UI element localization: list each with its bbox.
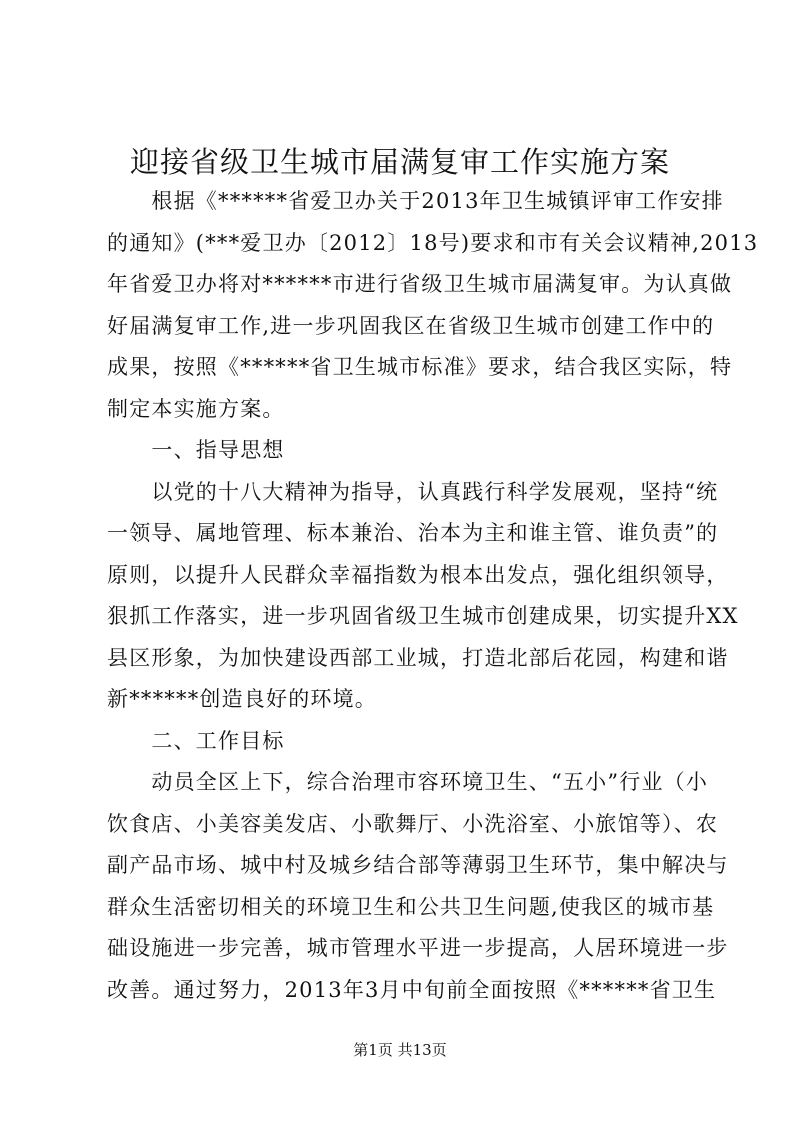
body-line: 年省爱卫办将对******市进行省级卫生城市届满复审。为认真做 xyxy=(107,272,733,296)
body-line: 动员全区上下，综合治理市容环境卫生、“五小”行业（小 xyxy=(107,770,709,794)
body-line: 原则，以提升人民群众幸福指数为根本出发点，强化组织领导， xyxy=(107,562,729,587)
body-line: 以党的十八大精神为指导，认真践行科学发展观，坚持“统 xyxy=(107,479,719,504)
document-title: 迎接省级卫生城市届满复审工作实施方案 xyxy=(129,145,670,179)
body-line: 成果，按照《******省卫生城市标准》要求，结合我区实际，特 xyxy=(107,355,733,379)
page-footer: 第1页 共13页 xyxy=(353,1041,447,1059)
body-line: 根据《******省爱卫办关于2013年卫生城镇评审工作安排 xyxy=(107,189,724,213)
body-line: 县区形象，为加快建设西部工业城，打造北部后花园，构建和谐 xyxy=(107,645,729,670)
body-line: 的通知》(***爱卫办〔2012〕18号)要求和市有关会议精神,2013 xyxy=(107,230,759,255)
body-line: 饮食店、小美容美发店、小歌舞厅、小洗浴室、小旅馆等）、农 xyxy=(107,811,719,836)
section-heading: 一、指导思想 xyxy=(107,438,285,462)
section-heading: 二、工作目标 xyxy=(107,728,285,753)
body-line: 副产品市场、城中村及城乡结合部等薄弱卫生环节，集中解决与 xyxy=(107,853,729,877)
body-line: 改善。通过努力，2013年3月中旬前全面按照《******省卫生 xyxy=(107,977,717,1002)
body-line: 新******创造良好的环境。 xyxy=(107,687,377,711)
body-line: 好届满复审工作,进一步巩固我区在省级卫生城市创建工作中的 xyxy=(107,313,715,338)
body-line: 狠抓工作落实，进一步巩固省级卫生城市创建成果，切实提升XX xyxy=(107,604,739,628)
body-line: 一领导、属地管理、标本兼治、治本为主和谁主管、谁负责”的 xyxy=(107,521,719,545)
body-line: 制定本实施方案。 xyxy=(107,396,285,421)
body-line: 群众生活密切相关的环境卫生和公共卫生问题,使我区的城市基 xyxy=(107,894,715,919)
body-line: 础设施进一步完善，城市管理水平进一步提高，人居环境进一步 xyxy=(107,936,729,960)
